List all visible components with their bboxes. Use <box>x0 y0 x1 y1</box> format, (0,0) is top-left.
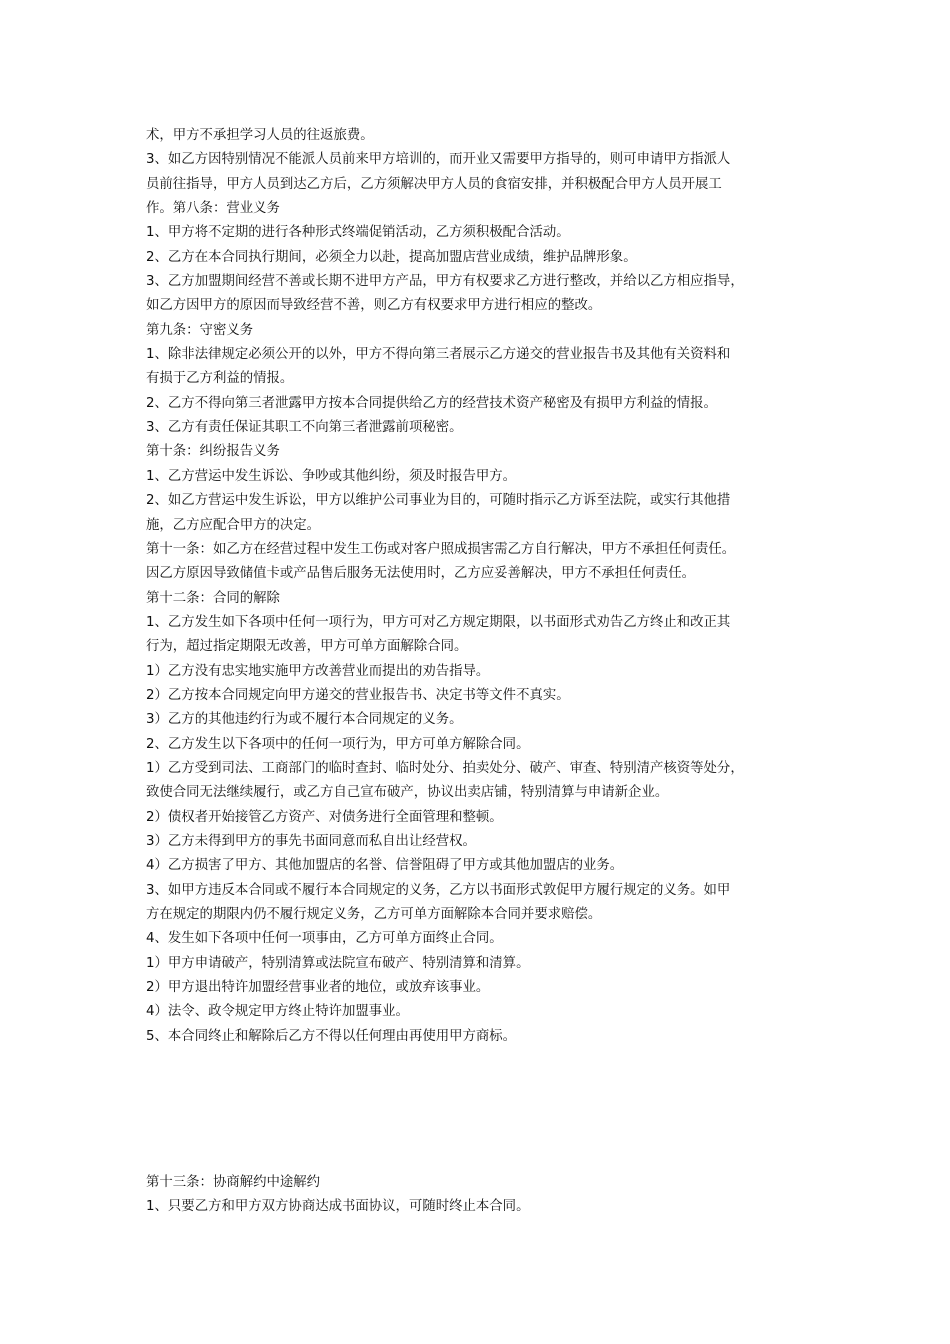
text-line: 作。第八条：营业义务 <box>146 201 280 217</box>
text-line: 1）乙方受到司法、工商部门的临时查封、临时处分、拍卖处分、破产、审查、特别清产核资等处分， <box>146 760 744 776</box>
text-line: 1、只要乙方和甲方双方协商达成书面协议，可随时终止本合同。 <box>146 1199 530 1215</box>
text-line: 2）乙方按本合同规定向甲方递交的营业报告书、决定书等文件不真实。 <box>146 687 570 703</box>
text-line: 如乙方因甲方的原因而导致经营不善，则乙方有权要求甲方进行相应的整改。 <box>146 298 602 314</box>
text-line: 2、乙方发生以下各项中的任何一项行为，甲方可单方解除合同。 <box>146 736 530 752</box>
text-line: 3、乙方有责任保证其职工不向第三者泄露前项秘密。 <box>146 420 463 436</box>
text-line: 2、乙方在本合同执行期间，必须全力以赴，提高加盟店营业成绩，维护品牌形象。 <box>146 249 637 265</box>
text-line: 3）乙方未得到甲方的事先书面同意而私自出让经营权。 <box>146 833 476 849</box>
text-line: 因乙方原因导致储值卡或产品售后服务无法使用时，乙方应妥善解决，甲方不承担任何责任。 <box>146 566 696 582</box>
text-line: 1、甲方将不定期的进行各种形式终端促销活动，乙方须积极配合活动。 <box>146 225 570 241</box>
contract-body-continued <box>146 1171 822 1220</box>
text-line: 2）甲方退出特许加盟经营事业者的地位，或放弃该事业。 <box>146 980 490 996</box>
section-heading: 第十三条：协商解约中途解约 <box>146 1175 321 1190</box>
text-line: 1、乙方发生如下各项中任何一项行为，甲方可对乙方规定期限，以书面形式劝告乙方终止和改正其 <box>146 614 731 630</box>
text-line: 致使合同无法继续履行，或乙方自己宣布破产，协议出卖店铺，特别清算与申请新企业。 <box>146 785 669 801</box>
text-line: 2、如乙方营运中发生诉讼，甲方以维护公司事业为目的，可随时指示乙方诉至法院，或实行其他措 <box>146 493 731 509</box>
text-line: 4）乙方损害了甲方、其他加盟店的名誉、信誉阻碍了甲方或其他加盟店的业务。 <box>146 858 624 874</box>
text-line: 1、乙方营运中发生诉讼、争吵或其他纠纷，须及时报告甲方。 <box>146 468 517 484</box>
text-line: 2、乙方不得向第三者泄露甲方按本合同提供给乙方的经营技术资产秘密及有损甲方利益的情报。 <box>146 395 717 411</box>
contract-body <box>146 124 822 1049</box>
text-line: 术，甲方不承担学习人员的往返旅费。 <box>146 128 374 143</box>
text-line: 方在规定的期限内仍不履行规定义务，乙方可单方面解除本合同并要求赔偿。 <box>146 907 602 922</box>
section-heading: 第十条：纠纷报告义务 <box>146 444 280 460</box>
section-heading: 第十二条：合同的解除 <box>146 590 280 606</box>
text-line: 施，乙方应配合甲方的决定。 <box>146 517 321 533</box>
text-line: 1、除非法律规定必须公开的以外，甲方不得向第三者展示乙方递交的营业报告书及其他有关资料和 <box>146 347 731 363</box>
text-line: 3、如乙方因特别情况不能派人员前来甲方培训的，而开业又需要甲方指导的，则可申请甲方指派人 <box>146 152 731 168</box>
section-heading: 第九条：守密义务 <box>146 322 254 338</box>
text-line: 有损于乙方利益的情报。 <box>146 371 294 387</box>
text-line: 1）甲方申请破产，特别清算或法院宣布破产、特别清算和清算。 <box>146 955 530 971</box>
text-line: 3）乙方的其他违约行为或不履行本合同规定的义务。 <box>146 712 463 728</box>
text-line: 行为，超过指定期限无改善，甲方可单方面解除合同。 <box>146 639 468 655</box>
text-line: 4）法令、政令规定甲方终止特许加盟事业。 <box>146 1004 409 1020</box>
text-line: 员前往指导，甲方人员到达乙方后，乙方须解决甲方人员的食宿安排，并积极配合甲方人员开展工 <box>146 176 722 192</box>
text-line: 3、乙方加盟期间经营不善或长期不进甲方产品，甲方有权要求乙方进行整改，并给以乙方相应指导， <box>146 274 744 290</box>
text-line: 5、本合同终止和解除后乙方不得以任何理由再使用甲方商标。 <box>146 1028 517 1044</box>
text-line: 3、如甲方违反本合同或不履行本合同规定的义务，乙方以书面形式敦促甲方履行规定的义务。如甲 <box>146 882 731 898</box>
section-heading: 第十一条：如乙方在经营过程中发生工伤或对客户照成损害需乙方自行解决，甲方不承担任何责任。 <box>146 541 736 557</box>
text-line: 1）乙方没有忠实地实施甲方改善营业而提出的劝告指导。 <box>146 663 490 679</box>
text-line: 4、发生如下各项中任何一项事由，乙方可单方面终止合同。 <box>146 931 503 947</box>
text-line: 2）债权者开始接管乙方资产、对债务进行全面管理和整顿。 <box>146 809 503 825</box>
